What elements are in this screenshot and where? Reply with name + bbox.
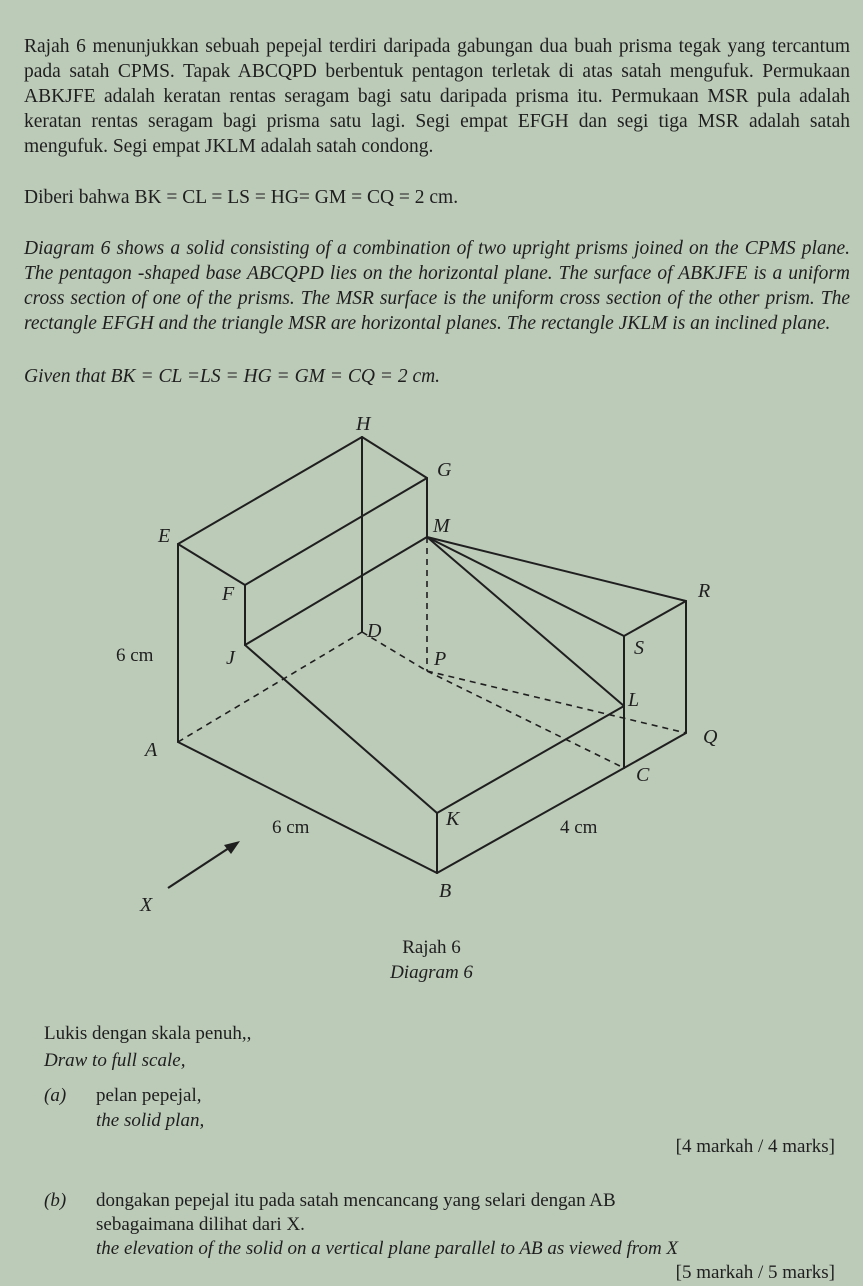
solid-diagram [0, 400, 863, 920]
edge-jk [245, 645, 437, 813]
label-e: E [158, 525, 171, 547]
edge-sr [624, 601, 686, 636]
label-x: X [140, 894, 153, 916]
label-m: M [433, 515, 450, 537]
arrow-shaft [168, 846, 232, 888]
edge-jm [245, 537, 427, 645]
edge-ab [178, 742, 437, 873]
question-a-english: the solid plan, [96, 1110, 205, 1131]
edge-eh [178, 437, 362, 544]
edge-cq [624, 733, 686, 768]
given-malay: Diberi bahwa BK = CL = LS = HG= GM = CQ = 2 cm. [24, 187, 459, 208]
dim-bc: 4 cm [560, 817, 598, 838]
dim-height: 6 cm [116, 645, 154, 666]
question-a-label: (a) [44, 1085, 67, 1106]
label-l: L [628, 689, 640, 711]
arrow-head [224, 841, 240, 854]
view-arrow-x [168, 841, 240, 888]
label-d: D [367, 620, 382, 642]
label-p: P [434, 648, 447, 670]
label-g: G [437, 459, 452, 481]
label-s: S [634, 637, 644, 659]
edge-gf [245, 478, 427, 585]
given-english: Given that BK = CL =LS = HG = GM = CQ = 2 cm. [24, 366, 441, 387]
label-c: C [636, 764, 650, 786]
hidden-edge-pq [427, 671, 686, 733]
question-a-malay: pelan pepejal, [96, 1085, 202, 1106]
question-b-label: (b) [44, 1190, 67, 1211]
question-b-english: the elevation of the solid on a vertical plane parallel to AB as viewed from X [96, 1238, 679, 1259]
intro-english: Diagram 6 shows a solid consisting of a combination of two upright prisms joined on the CPMS plane. The pentagon -shaped base ABCQPD lies on the horizontal plane. The surface of ABKJFE is a uniform cross section of one of the prisms. The MSR surface is the uniform cross section of the other prism. The rectangle EFGH and the triangle MSR are horizontal planes. The rectangle JKLM is an inclined plane. [24, 238, 850, 334]
edge-ef [178, 544, 245, 585]
label-f: F [222, 583, 235, 605]
label-q: Q [703, 726, 718, 748]
label-a: A [145, 739, 158, 761]
caption-english: Diagram 6 [390, 962, 473, 983]
edge-hg [362, 437, 427, 478]
dim-ab: 6 cm [272, 817, 310, 838]
edge-mr [427, 537, 686, 601]
label-j: J [226, 647, 235, 669]
hidden-edge-ad [178, 632, 362, 742]
label-r: R [698, 580, 711, 602]
intro-malay: Rajah 6 menunjukkan sebuah pepejal terdiri daripada gabungan dua buah prisma tegak yang tercantum pada satah CPMS. Tapak ABCQPD berbentuk pentagon terletak di atas satah mengufuk. Permukaan ABKJFE adalah keratan rentas seragam bagi satu daripada prisma itu. Permukaan MSR pula adalah keratan rentas seragam bagi prisma satu lagi. Segi empat EFGH dan segi tiga MSR adalah satah mengufuk. Segi empat JKLM adalah satah condong. [24, 36, 850, 157]
label-b: B [439, 880, 452, 902]
question-a-marks: [4 markah / 4 marks] [675, 1136, 835, 1157]
label-h: H [356, 413, 371, 435]
instruction-malay: Lukis dengan skala penuh,, [44, 1023, 252, 1044]
question-b-malay-2: sebagaimana dilihat dari X. [96, 1214, 305, 1235]
caption-malay: Rajah 6 [402, 937, 461, 958]
label-k: K [446, 808, 460, 830]
question-b-malay-1: dongakan pepejal itu pada satah mencancang yang selari dengan AB [96, 1190, 616, 1211]
instruction-english: Draw to full scale, [44, 1050, 186, 1071]
question-b-marks: [5 markah / 5 marks] [675, 1262, 835, 1283]
hidden-edge-pc [427, 671, 624, 768]
